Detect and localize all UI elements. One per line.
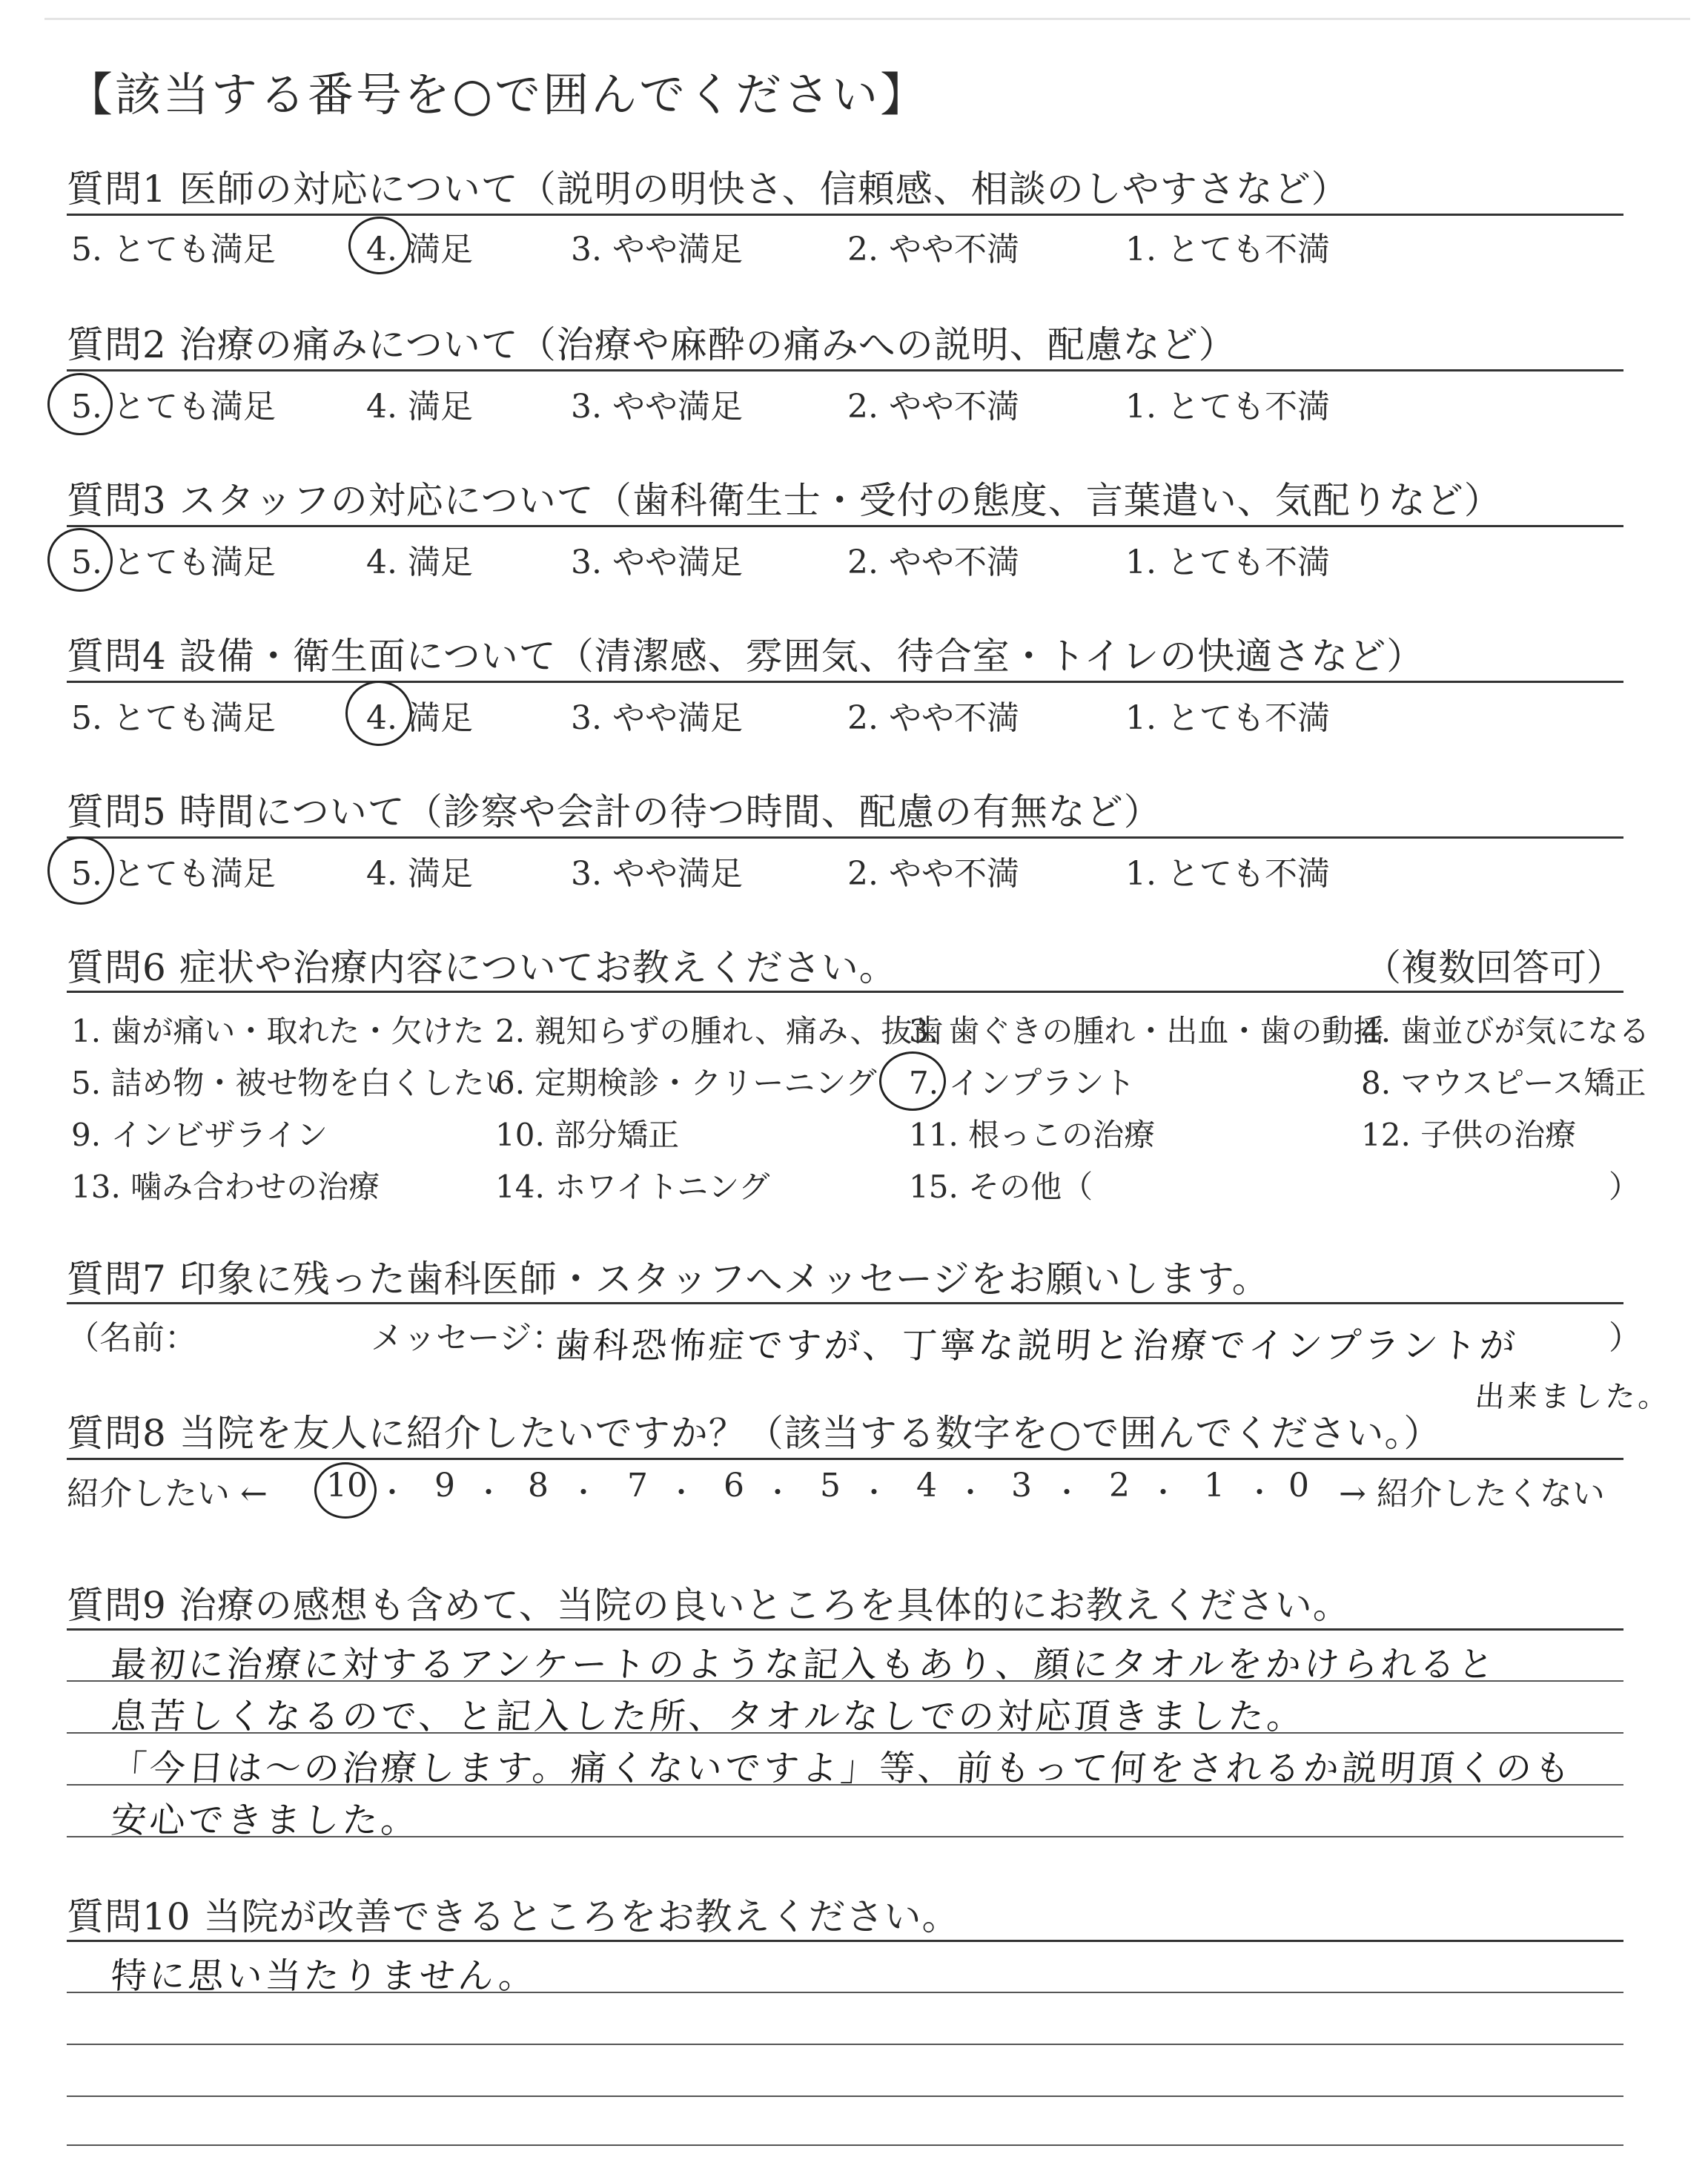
q3-option-5[interactable]: 5. とても満足 (71, 544, 276, 581)
question-10-heading: 質問10 当院が改善できるところをお教えください。 (67, 1895, 960, 1938)
q9-answer-line-2[interactable]: 息苦しくなるので、と記入した所、タオルなしでの対応頂きました。 (109, 1696, 1307, 1737)
q10-answer-line-1[interactable]: 特に思い当たりません。 (109, 1955, 539, 1997)
q8-scale-2[interactable]: 2 (1109, 1467, 1130, 1505)
question-7-heading: 質問7 印象に残った歯科医師・スタッフへメッセージをお願いします。 (67, 1258, 1270, 1301)
q8-scale-8[interactable]: 8 (528, 1467, 549, 1505)
question-5-heading: 質問5 時間について（診察や会計の待つ時間、配慮の有無など） (67, 790, 1162, 833)
question-6-heading: 質問6 症状や治療内容についてお教えください。 (67, 946, 897, 989)
q6-selection-circle (879, 1051, 946, 1111)
page-title: 【該当する番号を○で囲んでください】 (67, 67, 929, 122)
q9-answer-line-4[interactable]: 安心できました。 (109, 1800, 421, 1841)
question-5-rule (67, 836, 1623, 839)
q5-option-2[interactable]: 2. やや不満 (847, 855, 1019, 893)
question-6-rule (67, 991, 1623, 993)
question-4-rule (67, 681, 1623, 683)
q6-option-9[interactable]: 9. インビザライン (71, 1117, 328, 1153)
q6-option-15-close: ） (1609, 1169, 1641, 1205)
q7-name-label: （名前： (67, 1319, 197, 1357)
q5-option-1[interactable]: 1. とても不満 (1125, 855, 1330, 893)
q4-option-4[interactable]: 4. 満足 (366, 699, 473, 737)
q6-option-7[interactable]: 7. インプラント (909, 1065, 1136, 1101)
question-8-rule (67, 1458, 1623, 1460)
question-3-rule (67, 525, 1623, 527)
question-4-heading: 質問4 設備・衛生面について（清潔感、雰囲気、待合室・トイレの快適さなど） (67, 635, 1425, 678)
q7-close-paren: ） (1609, 1319, 1641, 1357)
q8-sep-9: ・ (1149, 1476, 1178, 1509)
q8-scale-5[interactable]: 5 (820, 1467, 841, 1505)
q7-message-label: メッセージ： (371, 1319, 565, 1357)
q10-line-2 (67, 2044, 1623, 2045)
q8-scale-0[interactable]: 0 (1288, 1467, 1309, 1505)
q8-sep-8: ・ (1053, 1476, 1082, 1509)
q1-option-2[interactable]: 2. やや不満 (847, 231, 1019, 268)
question-1-heading: 質問1 医師の対応について（説明の明快さ、信頼感、相談のしやすさなど） (67, 168, 1349, 211)
question-6-note: （複数回答可） (1364, 946, 1623, 989)
q8-sep-1: ・ (378, 1476, 407, 1509)
q6-option-13[interactable]: 13. 噛み合わせの治療 (71, 1169, 380, 1205)
q8-sep-4: ・ (667, 1476, 696, 1509)
q2-option-1[interactable]: 1. とても不満 (1125, 388, 1330, 426)
q3-selection-circle (47, 528, 113, 592)
q7-message-line-2[interactable]: 出来ました。 (1474, 1380, 1672, 1414)
q8-scale-1[interactable]: 1 (1204, 1467, 1225, 1505)
q7-message-line-1[interactable]: 歯科恐怖症ですが、丁寧な説明と治療でインプラントが (552, 1325, 1520, 1367)
q1-option-1[interactable]: 1. とても不満 (1125, 231, 1330, 268)
q6-option-5[interactable]: 5. 詰め物・被せ物を白くしたい (71, 1065, 516, 1101)
q8-sep-7: ・ (956, 1476, 985, 1509)
question-10-rule (67, 1940, 1623, 1942)
q8-sep-2: ・ (474, 1476, 503, 1509)
q6-option-15[interactable]: 15. その他（ (909, 1169, 1093, 1205)
q4-selection-circle (345, 681, 412, 746)
q6-option-8[interactable]: 8. マウスピース矯正 (1361, 1065, 1646, 1101)
q2-option-4[interactable]: 4. 満足 (366, 388, 473, 426)
question-9-rule (67, 1628, 1623, 1631)
question-7-rule (67, 1302, 1623, 1304)
q4-option-1[interactable]: 1. とても不満 (1125, 699, 1330, 737)
q6-option-3[interactable]: 3. 歯ぐきの腫れ・出血・歯の動揺 (909, 1013, 1385, 1049)
q8-scale-10[interactable]: 10 (326, 1467, 368, 1505)
q8-scale-4[interactable]: 4 (916, 1467, 937, 1505)
q2-selection-circle (47, 373, 113, 435)
q6-option-6[interactable]: 6. 定期検診・クリーニング (495, 1065, 877, 1101)
q2-option-3[interactable]: 3. やや満足 (571, 388, 743, 426)
question-8-heading: 質問8 当院を友人に紹介したいですか？（該当する数字を○で囲んでください。） (67, 1412, 1442, 1455)
page-top-edge (44, 18, 1690, 20)
q9-answer-line-1[interactable]: 最初に治療に対するアンケートのような記入もあり、顔にタオルをかけられると (109, 1644, 1498, 1685)
question-1-rule (67, 214, 1623, 216)
q6-option-10[interactable]: 10. 部分矯正 (495, 1117, 680, 1153)
q3-option-2[interactable]: 2. やや不満 (847, 544, 1019, 581)
question-2-heading: 質問2 治療の痛みについて（治療や麻酔の痛みへの説明、配慮など） (67, 323, 1237, 366)
q8-scale-7[interactable]: 7 (627, 1467, 648, 1505)
q5-option-4[interactable]: 4. 満足 (366, 855, 473, 893)
q6-option-1[interactable]: 1. 歯が痛い・取れた・欠けた (71, 1013, 485, 1049)
q10-line-3 (67, 2095, 1623, 2097)
q8-sep-10: ・ (1245, 1476, 1274, 1509)
q1-option-5[interactable]: 5. とても満足 (71, 231, 276, 268)
q5-selection-circle (47, 836, 114, 905)
q8-scale-6[interactable]: 6 (724, 1467, 744, 1505)
q4-option-5[interactable]: 5. とても満足 (71, 699, 276, 737)
q4-option-3[interactable]: 3. やや満足 (571, 699, 743, 737)
q4-option-2[interactable]: 2. やや不満 (847, 699, 1019, 737)
q6-option-2[interactable]: 2. 親知らずの腫れ、痛み、抜歯 (495, 1013, 944, 1049)
q8-left-label: 紹介したい ← (67, 1475, 268, 1513)
q8-scale-9[interactable]: 9 (434, 1467, 455, 1505)
q6-option-4[interactable]: 4. 歯並びが気になる (1361, 1013, 1650, 1049)
question-9-heading: 質問9 治療の感想も含めて、当院の良いところを具体的にお教えください。 (67, 1584, 1351, 1627)
q8-selection-circle (314, 1462, 377, 1519)
q3-option-1[interactable]: 1. とても不満 (1125, 544, 1330, 581)
q9-answer-line-3[interactable]: 「今日は〜の治療します。痛くないですよ」等、前もって何をされるか説明頂くのも (109, 1748, 1575, 1789)
q6-option-14[interactable]: 14. ホワイトニング (495, 1169, 770, 1205)
q3-option-4[interactable]: 4. 満足 (366, 544, 473, 581)
q2-option-5[interactable]: 5. とても満足 (71, 388, 276, 426)
q8-scale-3[interactable]: 3 (1011, 1467, 1032, 1505)
q8-sep-6: ・ (860, 1476, 889, 1509)
q1-option-3[interactable]: 3. やや満足 (571, 231, 743, 268)
q1-option-4[interactable]: 4. 満足 (366, 231, 473, 268)
q6-option-11[interactable]: 11. 根っこの治療 (909, 1117, 1156, 1153)
q1-selection-circle (348, 217, 411, 274)
q10-line-4 (67, 2144, 1623, 2146)
q6-option-12[interactable]: 12. 子供の治療 (1361, 1117, 1577, 1153)
q5-option-5[interactable]: 5. とても満足 (71, 855, 276, 893)
q8-sep-3: ・ (569, 1476, 598, 1509)
question-3-heading: 質問3 スタッフの対応について（歯科衛生士・受付の態度、言葉遣い、気配りなど） (67, 479, 1502, 522)
question-2-rule (67, 369, 1623, 371)
q3-option-3[interactable]: 3. やや満足 (571, 544, 743, 581)
q2-option-2[interactable]: 2. やや不満 (847, 388, 1019, 426)
q5-option-3[interactable]: 3. やや満足 (571, 855, 743, 893)
q8-sep-5: ・ (764, 1476, 792, 1509)
q8-right-label: → 紹介したくない (1339, 1475, 1605, 1513)
